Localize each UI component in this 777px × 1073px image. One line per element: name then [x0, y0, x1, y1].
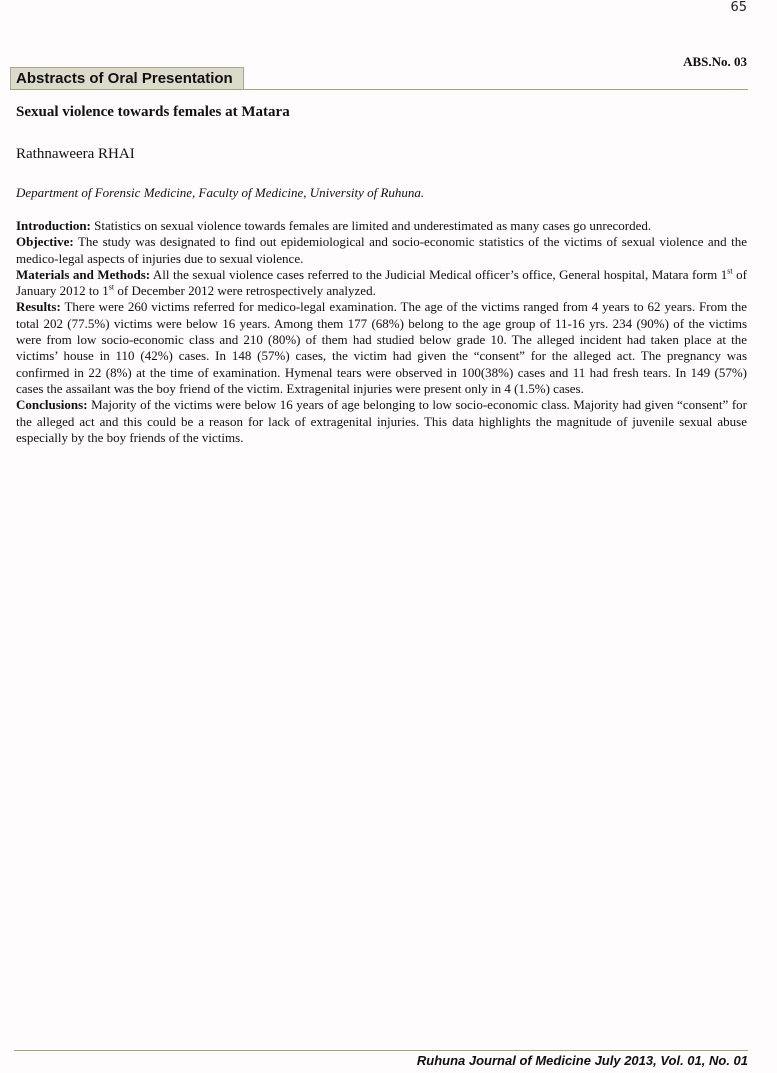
- conclusions-paragraph: [16, 397, 747, 446]
- methods-paragraph: [16, 267, 747, 300]
- journal-footer: Ruhuna Journal of Medicine July 2013, Vol. 01, No. 01: [416, 1053, 748, 1068]
- results-paragraph: [16, 299, 747, 397]
- abstract-body: [16, 218, 747, 446]
- abstract-title: Sexual violence towards females at Matara: [16, 104, 290, 120]
- affiliation: Department of Forensic Medicine, Faculty of Medicine, University of Ruhuna.: [16, 185, 425, 200]
- results-label: Results:: [16, 299, 61, 315]
- author: Rathnaweera RHAI: [16, 146, 135, 162]
- results-text: There were 260 victims referred for medico-legal examination. The age of the victims ranged from 4 years to 62 years. From the total 202 (77.5%) victims were below 16 years. Among them 177 (68%) belong to the age group of 11-16 yrs. 234 (90%) of the victims were from low socio-economic class and 210 (80%) of them had studied below grade 10. The alleged incident had taken place at the victims’ house in 110 (42%) cases. In 148 (57%) cases, the victim had given the “consent” for the alleged act. The pregnancy was confirmed in 22 (8%) at the time of examination. Hymenal tears were observed in 100(38%) cases and 11 had fresh tears. In 149 (57%) cases the assailant was the boy friend of the victim. Extragenital injuries were present only in 4 (1.5%) cases.: [16, 299, 747, 396]
- introduction-label: Introduction:: [16, 218, 91, 233]
- footer-divider: [14, 1050, 748, 1051]
- objective-text: The study was designated to find out epidemiological and socio-economic statistics of the victims of sexual violence and the medico-legal aspects of injuries due to sexual violence.: [16, 234, 747, 266]
- conclusions-text: Majority of the victims were below 16 years of age belonging to low socio-economic class. Majority had given “consent” for the alleged act and this could be a reason for lack of extragenital injuries. This data highlights the magnitude of juvenile sexual abuse especially by the boy friends of the victims.: [16, 397, 747, 445]
- methods-text-b: of January 2012 to 1: [16, 266, 747, 299]
- objective-label: Objective:: [16, 234, 74, 250]
- page-number: 65: [730, 0, 747, 15]
- methods-sup-b: st: [108, 282, 115, 292]
- methods-sup-a: st: [727, 266, 733, 276]
- introduction-text: Statistics on sexual violence towards females are limited and underestimated as many cases go unrecorded.: [90, 218, 652, 233]
- introduction-paragraph: [16, 218, 747, 234]
- methods-text-a: All the sexual violence cases referred to the Judicial Medical officer’s office, General hospital, Matara form 1: [150, 266, 728, 282]
- conclusions-label: Conclusions:: [16, 397, 88, 413]
- methods-label: Materials and Methods:: [16, 266, 151, 282]
- methods-text-c: of December 2012 were retrospectively analyzed.: [114, 283, 376, 299]
- abstract-number: ABS.No. 03: [683, 54, 747, 69]
- header-divider: [10, 89, 748, 90]
- section-heading: Abstracts of Oral Presentation: [10, 67, 244, 89]
- objective-paragraph: [16, 234, 747, 267]
